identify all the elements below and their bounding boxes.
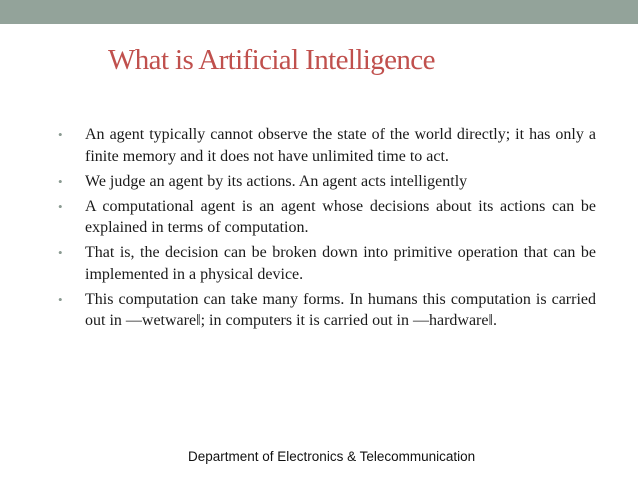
bullet-text: That is, the decision can be broken down into primitive operation that can be implemented in a physical device. xyxy=(85,244,596,283)
slide-title: What is Artificial Intelligence xyxy=(108,44,435,76)
bullet-item xyxy=(58,171,596,193)
top-decorative-band xyxy=(0,0,638,24)
bullet-dot-icon: • xyxy=(58,198,63,214)
bullet-dot-icon: • xyxy=(58,127,63,142)
bullet-item xyxy=(58,242,596,285)
slide-footer: Department of Electronics & Telecommunication xyxy=(188,449,476,464)
bullet-item xyxy=(58,124,596,167)
bullet-item xyxy=(58,196,596,239)
bullet-dot-icon: • xyxy=(58,245,63,260)
bullet-item xyxy=(58,289,596,332)
bullet-dot-icon: • xyxy=(58,173,63,189)
bullet-text: A computational agent is an agent whose decisions about its actions can be explained in terms of computation. xyxy=(85,197,596,236)
bullet-text: This computation can take many forms. In humans this computation is carried out in ―wetware‖; in computers it is carried out in ―hardware‖. xyxy=(85,290,596,329)
bullet-text: An agent typically cannot observe the state of the world directly; it has only a finite memory and it does not have unlimited time to act. xyxy=(85,126,596,165)
bullet-dot-icon: • xyxy=(58,291,63,307)
bullet-text: We judge an agent by its actions. An agent acts intelligently xyxy=(85,172,468,190)
bullet-list xyxy=(58,124,596,335)
